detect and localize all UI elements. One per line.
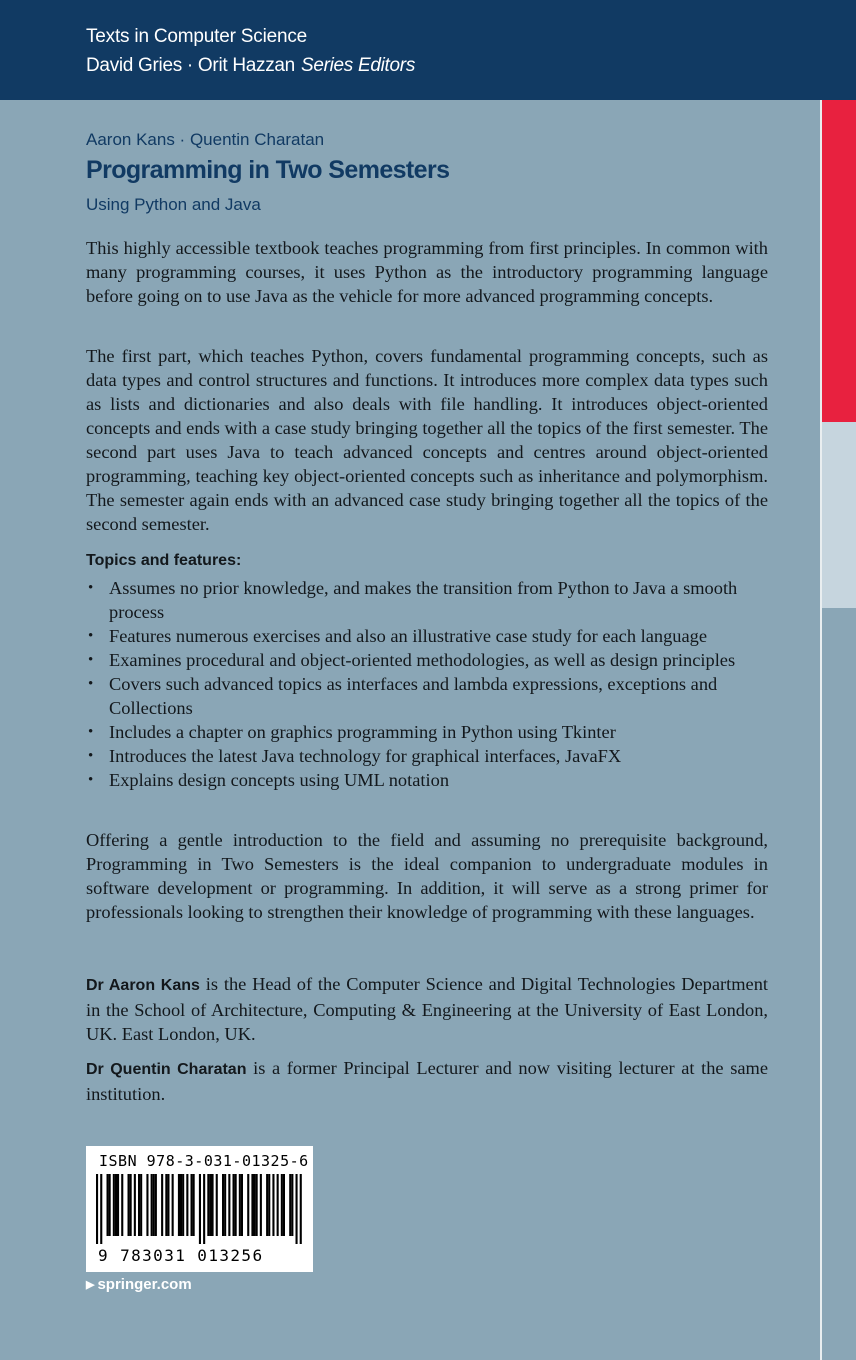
publisher-url[interactable] (86, 1276, 192, 1293)
barcode-bar (239, 1174, 241, 1236)
arrow-right-icon: ▶ (86, 1279, 95, 1291)
author-bio-name: Dr Quentin Charatan (86, 1061, 247, 1078)
feature-item: • Covers such advanced topics as interfaces and lambda expressions, exceptions and Collections (86, 672, 768, 720)
barcode-bar (186, 1174, 188, 1236)
author-bio-text: is the Head of the Computer Science and Digital Technologies Department in the School of Architecture, Computing & Engineering at the University of East London, UK. East London, UK. (86, 974, 769, 1044)
barcode-bar (180, 1174, 182, 1236)
barcode-bar (222, 1174, 224, 1236)
barcode-bar (161, 1174, 163, 1236)
barcode-bar (140, 1174, 142, 1236)
barcode-bar (203, 1174, 205, 1244)
barcode-bar (247, 1174, 249, 1236)
barcode-bar (193, 1174, 195, 1236)
barcode-bar (182, 1174, 184, 1236)
barcode-bar (128, 1174, 130, 1236)
barcode-bar (233, 1174, 235, 1236)
barcode-bar (291, 1174, 293, 1236)
barcode-bar (172, 1174, 174, 1236)
barcode-bar (209, 1174, 211, 1236)
barcode-bar (251, 1174, 253, 1236)
barcode-bar (296, 1174, 298, 1244)
barcode-bar (300, 1174, 302, 1244)
barcode-bar (241, 1174, 243, 1236)
barcode-bar (153, 1174, 155, 1236)
barcode-bar (138, 1174, 140, 1236)
features-list (86, 576, 768, 792)
description-paragraph-2: The first part, which teaches Python, covers fundamental programming concepts, such as data types and control structures and functions. It introduces more complex data types such as lists and dictionaries and also deals with file handling. It introduces object-oriented concepts and ends with a case study bringing together all the topics of the first semester. The second part uses Java to teach advanced concepts and centres around object-oriented programming, teaching key object-oriented concepts such as inheritance and polymorphism. The semester again ends with an advanced case study bringing together all the topics of the second semester. (86, 346, 768, 534)
barcode-bar (100, 1174, 102, 1244)
isbn-barcode (86, 1146, 313, 1272)
barcode-bar (155, 1174, 157, 1236)
barcode-bar (277, 1174, 279, 1236)
barcode-bar (113, 1174, 115, 1236)
barcode-bar (115, 1174, 117, 1236)
barcode-bar (266, 1174, 268, 1236)
isbn-label: ISBN 978-3-031-01325-6 (99, 1152, 309, 1170)
barcode-bar (254, 1174, 256, 1236)
barcode-bar (212, 1174, 214, 1236)
barcode-bar (165, 1174, 167, 1236)
topics-heading: Topics and features: (86, 552, 242, 569)
barcode-bar (289, 1174, 291, 1236)
author-bio-text: is a former Principal Lecturer and now visiting lecturer at the same institution. (86, 1058, 768, 1104)
barcode-bar (260, 1174, 262, 1236)
book-subtitle: Using Python and Java (86, 195, 261, 214)
barcode-bar (207, 1174, 209, 1236)
barcode-bar (283, 1174, 285, 1236)
spine-light-band (822, 422, 856, 608)
series-editors-names: David Gries · Orit Hazzan (86, 55, 295, 76)
feature-item: • Assumes no prior knowledge, and makes the transition from Python to Java a smooth process (86, 576, 768, 624)
series-title: Texts in Computer Science (86, 26, 307, 47)
barcode-bar (134, 1174, 136, 1236)
feature-item: • Explains design concepts using UML notation (86, 768, 768, 792)
series-editors-role: Series Editors (300, 55, 416, 76)
barcode-bar (191, 1174, 193, 1236)
series-header (0, 0, 856, 100)
barcode-bar (272, 1174, 274, 1236)
publisher-url-text: springer.com (97, 1276, 192, 1293)
barcode-bar (268, 1174, 270, 1236)
barcode-bar (224, 1174, 226, 1236)
description-paragraph-1: This highly accessible textbook teaches programming from first principles. In common with many programming courses, it uses Python as the introductory programming language before going on to use Java as the vehicle for more advanced programming concepts. (86, 238, 768, 306)
series-editors (86, 55, 415, 77)
book-authors: Aaron Kans · Quentin Charatan (86, 130, 325, 149)
barcode-bar (256, 1174, 258, 1236)
feature-item: • Introduces the latest Java technology for graphical interfaces, JavaFX (86, 744, 768, 768)
author-bio-name: Dr Aaron Kans (86, 977, 200, 994)
book-title: Programming in Two Semesters (86, 156, 450, 184)
feature-item: • Features numerous exercises and also an illustrative case study for each language (86, 624, 768, 648)
spine-red-band (822, 100, 856, 422)
barcode-bar (167, 1174, 169, 1236)
barcode-bar (228, 1174, 230, 1236)
barcode-bar (121, 1174, 123, 1236)
author-bio-charatan (86, 1056, 768, 1106)
barcode-bar (151, 1174, 153, 1236)
barcode-bar (96, 1174, 98, 1244)
author-bio-kans (86, 972, 768, 1046)
barcode-bar (235, 1174, 237, 1236)
barcode-bar (216, 1174, 218, 1236)
barcode-bar (109, 1174, 111, 1236)
barcode-bar (146, 1174, 148, 1236)
barcode-icon (96, 1174, 302, 1244)
barcode-bar (117, 1174, 119, 1236)
barcode-digits: 9 783031 013256 (98, 1246, 264, 1265)
barcode-bar (281, 1174, 283, 1236)
barcode-bar (130, 1174, 132, 1236)
description-paragraph-3: Offering a gentle introduction to the field and assuming no prerequisite background, Programming in Two Semesters is the ideal companion to undergraduate modules in software development or programming. In addition, it will serve as a strong primer for professionals looking to strengthen their knowledge of programming with these languages. (86, 830, 768, 922)
barcode-bar (178, 1174, 180, 1236)
barcode-bar (107, 1174, 109, 1236)
barcode-bar (199, 1174, 201, 1244)
feature-item: • Examines procedural and object-oriented methodologies, as well as design principles (86, 648, 768, 672)
feature-item: • Includes a chapter on graphics programming in Python using Tkinter (86, 720, 768, 744)
